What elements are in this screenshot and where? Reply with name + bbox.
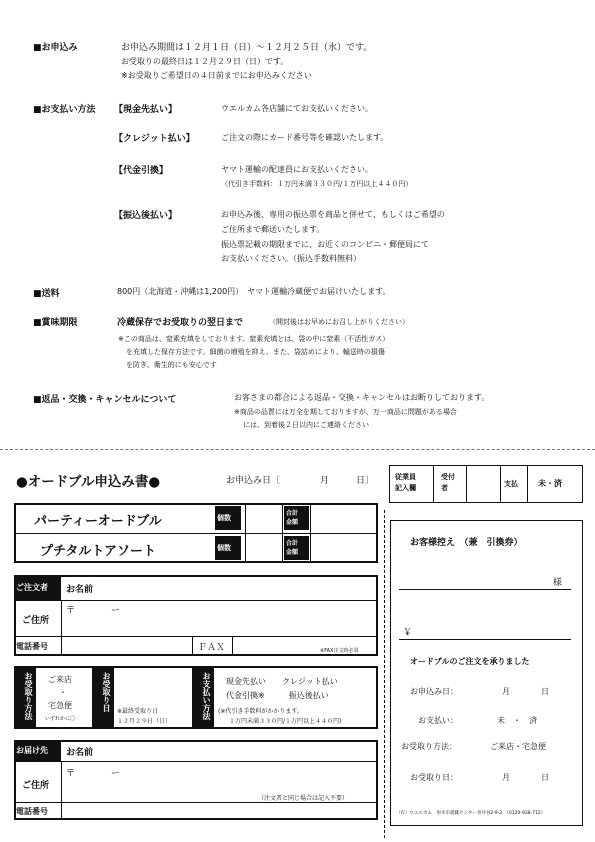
pickup-method-header: お受取り方法: [14, 666, 36, 729]
order-date-month: 月: [320, 476, 330, 486]
receipt-yen: ￥: [403, 628, 413, 638]
payment-transfer-text: 振込票記載の期限までに、お近くのコンビニ・郵便局にて: [221, 240, 429, 249]
payment-transfer-text: お申込み後、専用の振込票を商品と併せて、もしくはご希望の: [221, 210, 445, 219]
pickup-options-note: いずれかに〇: [45, 716, 76, 722]
receipt-month: 月: [502, 773, 510, 782]
expiry-note: ※この商品は、窒素充填をしております。窒素充填とは、袋の中に窒素（不活性ガス）: [118, 335, 390, 343]
total-label: 合計 金額: [284, 506, 309, 530]
customer-fax-field[interactable]: [234, 637, 376, 647]
product-name: パーティーオードブル: [34, 514, 162, 529]
receipt-honorific: 様: [553, 578, 563, 588]
delivery-name-field[interactable]: [110, 742, 376, 761]
shipping-label: ■送料: [33, 289, 60, 299]
expiry-note: を防ぎ、衛生的にも安心です: [126, 361, 217, 369]
expiry-sub: （開封後はお早めにお召し上がりください）: [269, 318, 409, 326]
receipt-footer: （有）ウエルカム 射水市就職センター青井谷2-9-2 （0120-938-712）: [396, 811, 546, 816]
order-line: お受取りの最終日は１２月２９日（日）です。: [121, 57, 289, 66]
pickup-date-note: １２月２９日（日）: [117, 718, 172, 725]
delivery-name-label: お名前: [66, 748, 94, 758]
pickup-date-header: お受取り日: [92, 666, 114, 729]
receipt-month: 月: [502, 687, 510, 696]
customer-name-label: お名前: [66, 585, 94, 595]
receipt-name-field[interactable]: [400, 570, 550, 588]
qty-field-tart[interactable]: [247, 536, 281, 562]
payment-cod-text: （代引き手数料：１万円未満３３０円/１万円以上４４０円）: [221, 180, 413, 188]
customer-header: ご注文者: [14, 575, 61, 600]
pay-options[interactable]: 代金引換※ 振込後払い: [226, 691, 329, 700]
payment-credit-heading: 【クレジット払い】: [114, 134, 195, 144]
receipt-payment-label: お支払い：: [418, 716, 458, 725]
order-date-day-field[interactable]: [332, 469, 354, 485]
customer-fax-label: ＦＡＸ: [198, 643, 226, 653]
payment-cash-heading: 【現金先払い】: [114, 105, 178, 115]
order-line: お申込み期間は１２月１日（日）～１２月２５日（水）です。: [121, 43, 373, 53]
customer-name-field[interactable]: [110, 577, 376, 599]
payment-transfer-text: ご住所まで郵送いたします。: [221, 225, 325, 234]
pickup-option: ・: [59, 688, 67, 697]
order-line: ※お受取りご希望日の４日前までにお申込みください: [121, 71, 312, 80]
divider: [232, 636, 233, 656]
paid-status[interactable]: 未・済: [538, 479, 562, 488]
divider: [61, 761, 62, 820]
receipt-day: 日: [541, 773, 549, 782]
pay-note: １万円未満３３０円/１万円以上４４０円): [229, 718, 342, 725]
divider: [310, 503, 311, 563]
receipt-title: お客様控え （兼 引換券）: [410, 538, 523, 548]
delivery-postal: 〒 ー: [66, 769, 121, 779]
customer-phone-field[interactable]: [63, 637, 191, 655]
order-date-day: 日〕: [356, 476, 375, 486]
total-label: 合計 金額: [284, 536, 309, 560]
delivery-address-label: ご住所: [22, 781, 50, 791]
customer-phone-label: 電話番号: [16, 642, 48, 651]
payment-cod-text: ヤマト運輸の配達員にお支払いください。: [221, 165, 373, 174]
received-label: 受付 者: [441, 473, 455, 492]
receipt-amount-field[interactable]: [416, 620, 570, 638]
total-field-party[interactable]: [312, 506, 376, 532]
delivery-note: （注文者と同じ場合は記入不要）: [258, 795, 349, 802]
divider: [500, 465, 501, 503]
customer-address-field[interactable]: [63, 614, 376, 635]
divider: [433, 465, 434, 503]
receipt-order-date-label: お申込み日：: [410, 687, 458, 696]
pay-options[interactable]: 現金先払い クレジット払い: [226, 677, 338, 686]
cut-line: [0, 449, 595, 450]
pay-method-header: お支払い方法: [192, 666, 214, 729]
customer-address-label: ご住所: [22, 616, 50, 626]
payment-transfer-heading: 【振込後払い】: [114, 211, 178, 221]
qty-label: 個数: [215, 506, 241, 530]
receipt-day: 日: [541, 687, 549, 696]
order-label: ■お申込み: [33, 43, 78, 53]
payment-cash-text: ウエルカム各店舗にてお支払いください。: [221, 104, 373, 113]
returns-label: ■返品・交換・キャンセルについて: [33, 395, 177, 405]
paid-label: 支払: [504, 480, 518, 488]
expiry-note: を充填した保存方法です。細菌の増殖を抑え、また、袋詰めにより、輸送時の損傷: [126, 348, 385, 356]
receipt-method-value[interactable]: ご来店・宅急便: [490, 742, 546, 751]
staff-label: 従業員 記入欄: [395, 473, 416, 492]
pickup-option[interactable]: ご来店: [48, 675, 72, 684]
divider: [61, 600, 62, 636]
divider: [14, 761, 378, 762]
delivery-address-field[interactable]: [63, 776, 376, 790]
product-name: プチタルトアソート: [40, 544, 156, 559]
divider: [14, 533, 378, 534]
divider: [192, 636, 193, 656]
payment-transfer-text: お支払いください。（振込手数料無料）: [221, 254, 361, 263]
pickup-date-note: ※最終受取り日: [117, 708, 159, 715]
returns-note: ※商品の品質には万全を期しておりますが、万一商品に問題がある場合: [234, 408, 457, 416]
payment-cod-heading: 【代金引換】: [114, 166, 169, 176]
divider: [14, 600, 378, 601]
divider: [61, 636, 62, 656]
delivery-phone-field[interactable]: [63, 803, 376, 819]
receipt-pickup-date-label: お受取り日：: [410, 773, 458, 782]
receipt-cut-line: [384, 510, 385, 838]
qty-field-party[interactable]: [247, 506, 281, 532]
divider: [282, 503, 283, 563]
order-date-month-field[interactable]: [286, 469, 318, 485]
customer-postal: 〒 ー: [66, 606, 121, 616]
pay-note: (※代引き手数料がかかります。: [218, 708, 303, 715]
receipt-payment-status[interactable]: 未 ・ 済: [497, 716, 537, 725]
order-date-label: お申込み日〔: [226, 476, 281, 486]
expiry-text: 冷蔵保存でお受取りの翌日まで: [117, 318, 244, 328]
delivery-header: お届け先: [14, 740, 61, 761]
received-stamp-field[interactable]: [467, 466, 499, 502]
payment-credit-text: ご注文の際にカード番号等を確認いたします。: [221, 133, 389, 142]
delivery-phone-label: 電話番号: [16, 807, 48, 816]
payment-label: ■お支払い方法: [33, 105, 96, 115]
total-field-tart[interactable]: [312, 536, 376, 562]
qty-label: 個数: [215, 536, 241, 560]
receipt-message: オードブルのご注文を承りました: [410, 657, 530, 666]
receipt-method-label: お受取り方法：: [401, 742, 457, 751]
expiry-label: ■賞味期限: [33, 318, 78, 328]
divider: [399, 589, 571, 590]
shipping-text: 800円（北海道・沖縄は1,200円） ヤマト運輸冷蔵便でお届けいたします。: [117, 287, 391, 296]
divider: [527, 465, 528, 503]
divider: [399, 639, 571, 640]
returns-note: には、到着後２日以内にご連絡ください: [243, 421, 369, 429]
pickup-option[interactable]: 宅急便: [48, 701, 72, 710]
returns-text: お客さまの都合による返品・交換・キャンセルはお断りしております。: [234, 393, 490, 402]
form-title: ●オードブル申込み書●: [16, 474, 161, 490]
fax-note: ※FAX注文時必須: [320, 648, 359, 654]
divider: [245, 503, 246, 563]
pickup-date-field[interactable]: [116, 668, 190, 704]
